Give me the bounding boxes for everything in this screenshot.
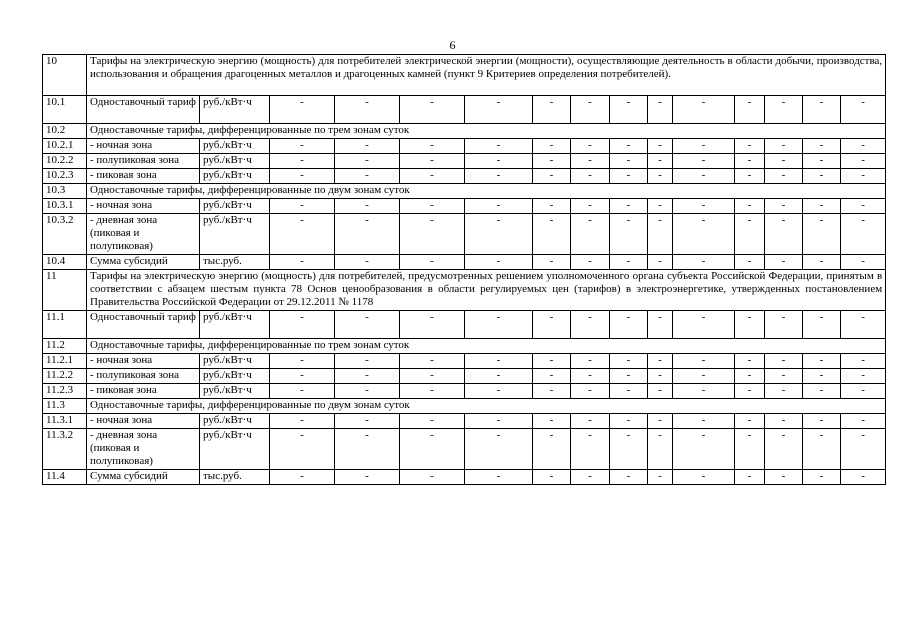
subheader-row	[43, 184, 886, 199]
value-cell: -	[673, 311, 735, 339]
value-cell: -	[841, 429, 886, 470]
value-cell: -	[270, 354, 335, 369]
value-cell: -	[648, 354, 673, 369]
value-cell: -	[803, 169, 841, 184]
value-cell: -	[270, 154, 335, 169]
value-cell: -	[735, 255, 765, 270]
row-name: Сумма субсидий	[87, 255, 200, 270]
row-number: 10.3.2	[43, 214, 87, 255]
value-cell: -	[610, 139, 648, 154]
value-cell: -	[803, 199, 841, 214]
value-cell: -	[673, 354, 735, 369]
value-cell: -	[533, 369, 571, 384]
value-cell: -	[735, 139, 765, 154]
value-cell: -	[571, 214, 610, 255]
value-cell: -	[335, 384, 400, 399]
row-unit: тыс.руб.	[200, 470, 270, 485]
value-cell: -	[803, 139, 841, 154]
value-cell: -	[571, 96, 610, 124]
subheader-title: Одноставочные тарифы, дифференцированные по трем зонам суток	[87, 124, 886, 139]
value-cell: -	[610, 369, 648, 384]
value-cell: -	[335, 255, 400, 270]
value-cell: -	[765, 384, 803, 399]
value-cell: -	[673, 139, 735, 154]
section-number: 11	[43, 270, 87, 311]
value-cell: -	[648, 429, 673, 470]
value-cell: -	[841, 96, 886, 124]
row-unit: руб./кВт·ч	[200, 384, 270, 399]
value-cell: -	[270, 429, 335, 470]
row-number: 10.2	[43, 124, 87, 139]
value-cell: -	[765, 414, 803, 429]
row-unit: руб./кВт·ч	[200, 139, 270, 154]
section-title: Тарифы на электрическую энергию (мощность) для потребителей электрической энергии (мощности), осуществляющие деятельность в области добычи, производства, использования и обращения драгоценных металлов и драгоценных камней (пункт 9 Критериев определения потребителей).	[87, 55, 886, 96]
value-cell: -	[841, 199, 886, 214]
value-cell: -	[533, 214, 571, 255]
value-cell: -	[533, 384, 571, 399]
value-cell: -	[735, 414, 765, 429]
table-row	[43, 154, 886, 169]
value-cell: -	[841, 139, 886, 154]
section-title: Тарифы на электрическую энергию (мощность) для потребителей, предусмотренных решением уполномоченного органа субъекта Российской Федерации, принятым в соответствии с абзацем шестым пункта 78 Основ ценообразования в области регулируемых цен (тарифов) в электроэнергетике, утвержденных постановлением Правительства Российской Федерации от 29.12.2011 № 1178	[87, 270, 886, 311]
value-cell: -	[335, 354, 400, 369]
value-cell: -	[803, 311, 841, 339]
value-cell: -	[610, 199, 648, 214]
subheader-row	[43, 339, 886, 354]
value-cell: -	[465, 154, 533, 169]
value-cell: -	[270, 214, 335, 255]
value-cell: -	[270, 311, 335, 339]
value-cell: -	[270, 369, 335, 384]
value-cell: -	[400, 199, 465, 214]
value-cell: -	[335, 214, 400, 255]
value-cell: -	[270, 199, 335, 214]
table-row	[43, 96, 886, 124]
value-cell: -	[673, 214, 735, 255]
value-cell: -	[765, 214, 803, 255]
value-cell: -	[571, 470, 610, 485]
value-cell: -	[335, 169, 400, 184]
row-number: 10.2.2	[43, 154, 87, 169]
value-cell: -	[673, 414, 735, 429]
value-cell: -	[571, 169, 610, 184]
value-cell: -	[735, 169, 765, 184]
value-cell: -	[465, 414, 533, 429]
row-number: 11.2.3	[43, 384, 87, 399]
value-cell: -	[400, 470, 465, 485]
value-cell: -	[765, 169, 803, 184]
row-number: 11.1	[43, 311, 87, 339]
value-cell: -	[571, 255, 610, 270]
value-cell: -	[335, 139, 400, 154]
value-cell: -	[465, 354, 533, 369]
value-cell: -	[803, 214, 841, 255]
value-cell: -	[571, 199, 610, 214]
value-cell: -	[735, 384, 765, 399]
value-cell: -	[735, 354, 765, 369]
row-unit: руб./кВт·ч	[200, 154, 270, 169]
value-cell: -	[765, 255, 803, 270]
table-row	[43, 354, 886, 369]
value-cell: -	[465, 199, 533, 214]
row-name: - ночная зона	[87, 139, 200, 154]
value-cell: -	[571, 139, 610, 154]
value-cell: -	[673, 199, 735, 214]
value-cell: -	[571, 354, 610, 369]
value-cell: -	[400, 369, 465, 384]
value-cell: -	[400, 96, 465, 124]
row-number: 11.2	[43, 339, 87, 354]
value-cell: -	[841, 311, 886, 339]
table-row	[43, 199, 886, 214]
value-cell: -	[841, 154, 886, 169]
value-cell: -	[610, 255, 648, 270]
value-cell: -	[533, 470, 571, 485]
value-cell: -	[400, 311, 465, 339]
value-cell: -	[270, 414, 335, 429]
row-name: - дневная зона (пиковая и полупиковая)	[87, 214, 200, 255]
row-unit: руб./кВт·ч	[200, 354, 270, 369]
page-number: 6	[449, 38, 456, 52]
row-number: 11.2.2	[43, 369, 87, 384]
value-cell: -	[335, 154, 400, 169]
value-cell: -	[610, 154, 648, 169]
value-cell: -	[648, 470, 673, 485]
value-cell: -	[335, 414, 400, 429]
row-number: 10.1	[43, 96, 87, 124]
value-cell: -	[270, 96, 335, 124]
value-cell: -	[765, 429, 803, 470]
value-cell: -	[270, 255, 335, 270]
section-row	[43, 270, 886, 311]
value-cell: -	[400, 429, 465, 470]
table-row	[43, 139, 886, 154]
value-cell: -	[533, 429, 571, 470]
value-cell: -	[803, 255, 841, 270]
value-cell: -	[610, 169, 648, 184]
value-cell: -	[465, 470, 533, 485]
value-cell: -	[400, 139, 465, 154]
row-number: 10.3	[43, 184, 87, 199]
value-cell: -	[735, 470, 765, 485]
value-cell: -	[803, 384, 841, 399]
row-unit: руб./кВт·ч	[200, 96, 270, 124]
value-cell: -	[765, 369, 803, 384]
value-cell: -	[610, 214, 648, 255]
row-name: - полупиковая зона	[87, 369, 200, 384]
row-unit: руб./кВт·ч	[200, 311, 270, 339]
value-cell: -	[270, 139, 335, 154]
value-cell: -	[571, 311, 610, 339]
row-number: 10.2.3	[43, 169, 87, 184]
section-number: 10	[43, 55, 87, 96]
value-cell: -	[765, 154, 803, 169]
row-name: - ночная зона	[87, 354, 200, 369]
value-cell: -	[465, 311, 533, 339]
value-cell: -	[648, 169, 673, 184]
row-name: Одноставочный тариф	[87, 311, 200, 339]
value-cell: -	[610, 414, 648, 429]
value-cell: -	[673, 470, 735, 485]
value-cell: -	[335, 429, 400, 470]
value-cell: -	[610, 354, 648, 369]
value-cell: -	[610, 470, 648, 485]
row-number: 11.3.2	[43, 429, 87, 470]
row-name: - пиковая зона	[87, 169, 200, 184]
value-cell: -	[735, 96, 765, 124]
value-cell: -	[765, 199, 803, 214]
value-cell: -	[400, 354, 465, 369]
value-cell: -	[610, 384, 648, 399]
row-unit: руб./кВт·ч	[200, 169, 270, 184]
row-name: Сумма субсидий	[87, 470, 200, 485]
value-cell: -	[735, 214, 765, 255]
row-name: - дневная зона (пиковая и полупиковая)	[87, 429, 200, 470]
value-cell: -	[673, 369, 735, 384]
value-cell: -	[803, 414, 841, 429]
value-cell: -	[648, 311, 673, 339]
value-cell: -	[841, 384, 886, 399]
value-cell: -	[465, 139, 533, 154]
table-row	[43, 384, 886, 399]
value-cell: -	[765, 96, 803, 124]
value-cell: -	[533, 414, 571, 429]
table-row	[43, 214, 886, 255]
value-cell: -	[803, 354, 841, 369]
row-unit: руб./кВт·ч	[200, 369, 270, 384]
value-cell: -	[803, 429, 841, 470]
value-cell: -	[533, 199, 571, 214]
value-cell: -	[270, 470, 335, 485]
row-unit: руб./кВт·ч	[200, 214, 270, 255]
value-cell: -	[841, 169, 886, 184]
table-row	[43, 255, 886, 270]
value-cell: -	[765, 470, 803, 485]
row-number: 11.2.1	[43, 354, 87, 369]
value-cell: -	[571, 414, 610, 429]
value-cell: -	[465, 429, 533, 470]
value-cell: -	[610, 96, 648, 124]
value-cell: -	[335, 470, 400, 485]
value-cell: -	[400, 255, 465, 270]
value-cell: -	[841, 414, 886, 429]
value-cell: -	[765, 139, 803, 154]
value-cell: -	[735, 154, 765, 169]
subheader-title: Одноставочные тарифы, дифференцированные по трем зонам суток	[87, 339, 886, 354]
value-cell: -	[465, 369, 533, 384]
row-number: 10.3.1	[43, 199, 87, 214]
row-unit: руб./кВт·ч	[200, 199, 270, 214]
row-name: - пиковая зона	[87, 384, 200, 399]
value-cell: -	[841, 470, 886, 485]
row-number: 11.3	[43, 399, 87, 414]
value-cell: -	[400, 169, 465, 184]
section-row	[43, 55, 886, 96]
value-cell: -	[765, 311, 803, 339]
value-cell: -	[841, 214, 886, 255]
value-cell: -	[465, 96, 533, 124]
subheader-row	[43, 399, 886, 414]
row-unit: руб./кВт·ч	[200, 414, 270, 429]
value-cell: -	[533, 154, 571, 169]
value-cell: -	[533, 139, 571, 154]
value-cell: -	[673, 154, 735, 169]
value-cell: -	[648, 139, 673, 154]
value-cell: -	[400, 384, 465, 399]
value-cell: -	[400, 214, 465, 255]
table-row	[43, 429, 886, 470]
value-cell: -	[400, 154, 465, 169]
value-cell: -	[610, 311, 648, 339]
value-cell: -	[465, 255, 533, 270]
value-cell: -	[465, 214, 533, 255]
value-cell: -	[533, 354, 571, 369]
value-cell: -	[270, 384, 335, 399]
value-cell: -	[648, 384, 673, 399]
table-row	[43, 169, 886, 184]
value-cell: -	[648, 414, 673, 429]
value-cell: -	[673, 255, 735, 270]
value-cell: -	[673, 169, 735, 184]
value-cell: -	[335, 311, 400, 339]
row-name: - ночная зона	[87, 199, 200, 214]
value-cell: -	[735, 429, 765, 470]
value-cell: -	[673, 96, 735, 124]
value-cell: -	[841, 369, 886, 384]
value-cell: -	[648, 199, 673, 214]
value-cell: -	[735, 369, 765, 384]
row-number: 10.2.1	[43, 139, 87, 154]
row-name: - полупиковая зона	[87, 154, 200, 169]
value-cell: -	[803, 154, 841, 169]
row-number: 10.4	[43, 255, 87, 270]
value-cell: -	[465, 169, 533, 184]
table-row	[43, 369, 886, 384]
value-cell: -	[765, 354, 803, 369]
table-row	[43, 414, 886, 429]
value-cell: -	[673, 384, 735, 399]
tariff-table	[42, 54, 886, 485]
value-cell: -	[335, 199, 400, 214]
value-cell: -	[648, 255, 673, 270]
subheader-row	[43, 124, 886, 139]
value-cell: -	[571, 369, 610, 384]
row-unit: тыс.руб.	[200, 255, 270, 270]
value-cell: -	[735, 199, 765, 214]
value-cell: -	[465, 384, 533, 399]
value-cell: -	[270, 169, 335, 184]
value-cell: -	[533, 255, 571, 270]
value-cell: -	[335, 96, 400, 124]
row-name: - ночная зона	[87, 414, 200, 429]
value-cell: -	[648, 154, 673, 169]
value-cell: -	[533, 96, 571, 124]
tariff-table-body	[43, 55, 886, 485]
value-cell: -	[571, 429, 610, 470]
value-cell: -	[803, 369, 841, 384]
row-name: Одноставочный тариф	[87, 96, 200, 124]
value-cell: -	[673, 429, 735, 470]
value-cell: -	[841, 354, 886, 369]
value-cell: -	[648, 214, 673, 255]
value-cell: -	[841, 255, 886, 270]
value-cell: -	[571, 154, 610, 169]
value-cell: -	[803, 470, 841, 485]
subheader-title: Одноставочные тарифы, дифференцированные по двум зонам суток	[87, 399, 886, 414]
value-cell: -	[335, 369, 400, 384]
value-cell: -	[735, 311, 765, 339]
table-row	[43, 311, 886, 339]
value-cell: -	[571, 384, 610, 399]
table-row	[43, 470, 886, 485]
value-cell: -	[400, 414, 465, 429]
row-number: 11.4	[43, 470, 87, 485]
value-cell: -	[533, 311, 571, 339]
subheader-title: Одноставочные тарифы, дифференцированные по двум зонам суток	[87, 184, 886, 199]
value-cell: -	[648, 96, 673, 124]
row-number: 11.3.1	[43, 414, 87, 429]
value-cell: -	[610, 429, 648, 470]
value-cell: -	[803, 96, 841, 124]
row-unit: руб./кВт·ч	[200, 429, 270, 470]
value-cell: -	[533, 169, 571, 184]
value-cell: -	[648, 369, 673, 384]
